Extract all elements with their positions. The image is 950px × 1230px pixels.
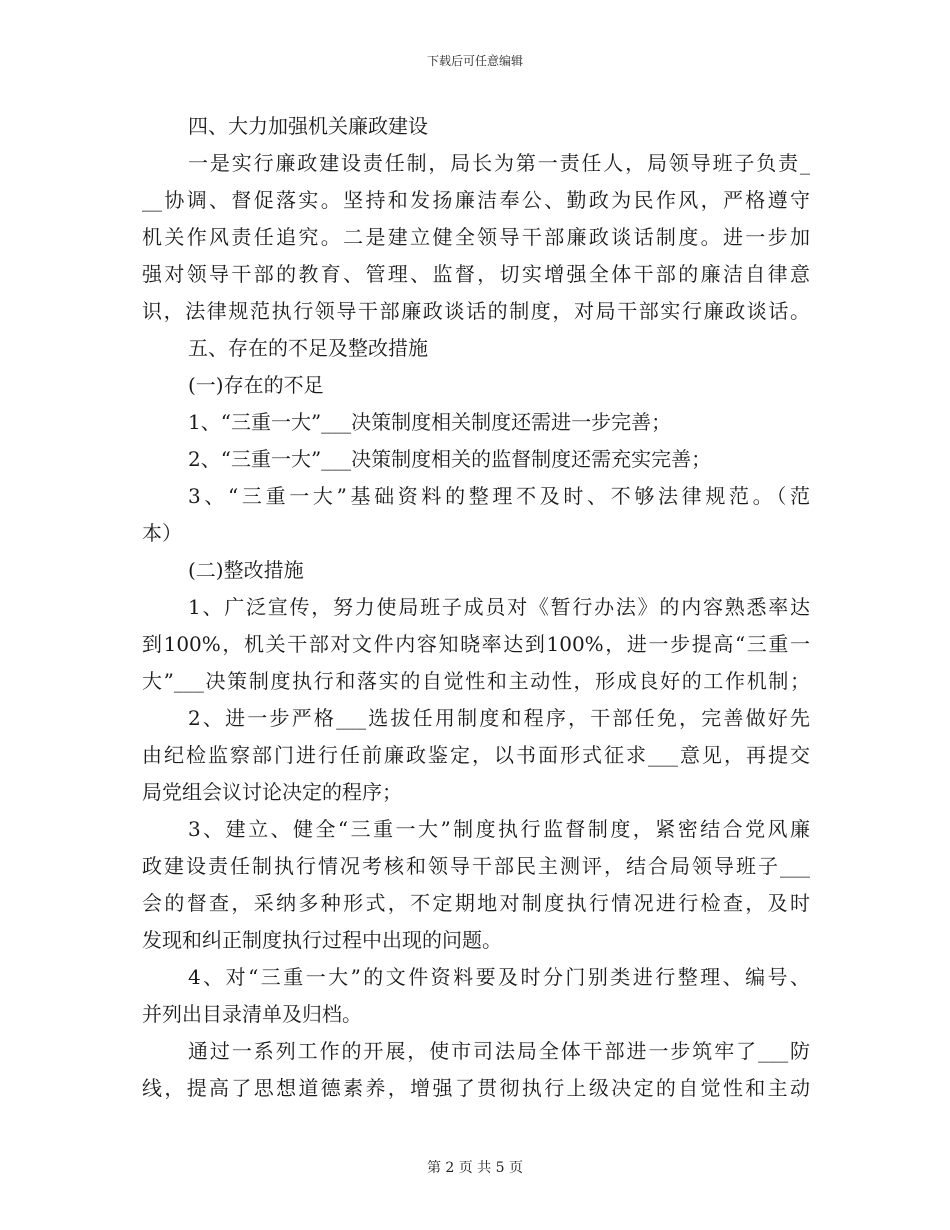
text-line: 局党组会议讨论决定的程序； (142, 780, 402, 804)
text-line: 3、建立、健全“三重一大”制度执行监督制度，紧密结合党风廉 (188, 817, 810, 841)
text-line: 线，提高了思想道德素养，增强了贯彻执行上级决定的自觉性和主动 (142, 1076, 810, 1100)
text-line: 通过一系列工作的开展，使市司法局全体干部进一步筑牢了___防 (188, 1039, 810, 1063)
document-body (142, 108, 810, 1107)
text-line: 本） (142, 521, 182, 545)
text-line: 会的督查，采纳多种形式，不定期地对制度执行情况进行检查，及时 (142, 891, 810, 915)
text-line: 由纪检监察部门进行任前廉政鉴定，以书面形式征求___意见，再提交 (142, 743, 810, 767)
text-line: 五、存在的不足及整改措施 (188, 336, 428, 360)
text-line: 3、“三重一大”基础资料的整理不及时、不够法律规范。（范 (188, 484, 810, 508)
text-line: (二)整改措施 (188, 558, 304, 582)
page-footer: 第 2 页 共 5 页 (426, 1160, 524, 1176)
text-line: (一)存在的不足 (188, 373, 324, 397)
text-line: 一是实行廉政建设责任制，局长为第一责任人，局领导班子负责_ (188, 151, 810, 175)
page-header: 下载后可任意编辑 (426, 54, 523, 68)
text-line: 2、进一步严格___选拔任用制度和程序，干部任免，完善做好先 (188, 706, 810, 730)
text-line: 发现和纠正制度执行过程中出现的问题。 (142, 928, 502, 952)
text-line: 强对领导干部的教育、管理、监督，切实增强全体干部的廉洁自律意 (142, 262, 810, 286)
text-line: 机关作风责任追究。二是建立健全领导干部廉政谈话制度。进一步加 (142, 225, 810, 249)
text-line: 4、对“三重一大”的文件资料要及时分门别类进行整理、编号、 (188, 965, 810, 989)
text-line: 到100%，机关干部对文件内容知晓率达到100%，进一步提高“三重一 (142, 632, 810, 656)
text-line: 大”___决策制度执行和落实的自觉性和主动性，形成良好的工作机制； (142, 669, 810, 693)
text-line: 1、广泛宣传，努力使局班子成员对《暂行办法》的内容熟悉率达 (188, 595, 810, 619)
text-line: 四、大力加强机关廉政建设 (188, 114, 428, 138)
text-line: 政建设责任制执行情况考核和领导干部民主测评，结合局领导班子___ (142, 854, 810, 878)
text-line: 1、“三重一大”___决策制度相关制度还需进一步完善； (188, 410, 672, 434)
text-line: 并列出目录清单及归档。 (142, 1002, 362, 1026)
text-line: 识，法律规范执行领导干部廉政谈话的制度，对局干部实行廉政谈话。 (142, 299, 810, 323)
text-line: 2、“三重一大”___决策制度相关的监督制度还需充实完善； (188, 447, 712, 471)
text-line: __协调、督促落实。坚持和发扬廉洁奉公、勤政为民作风，严格遵守 (142, 188, 810, 212)
